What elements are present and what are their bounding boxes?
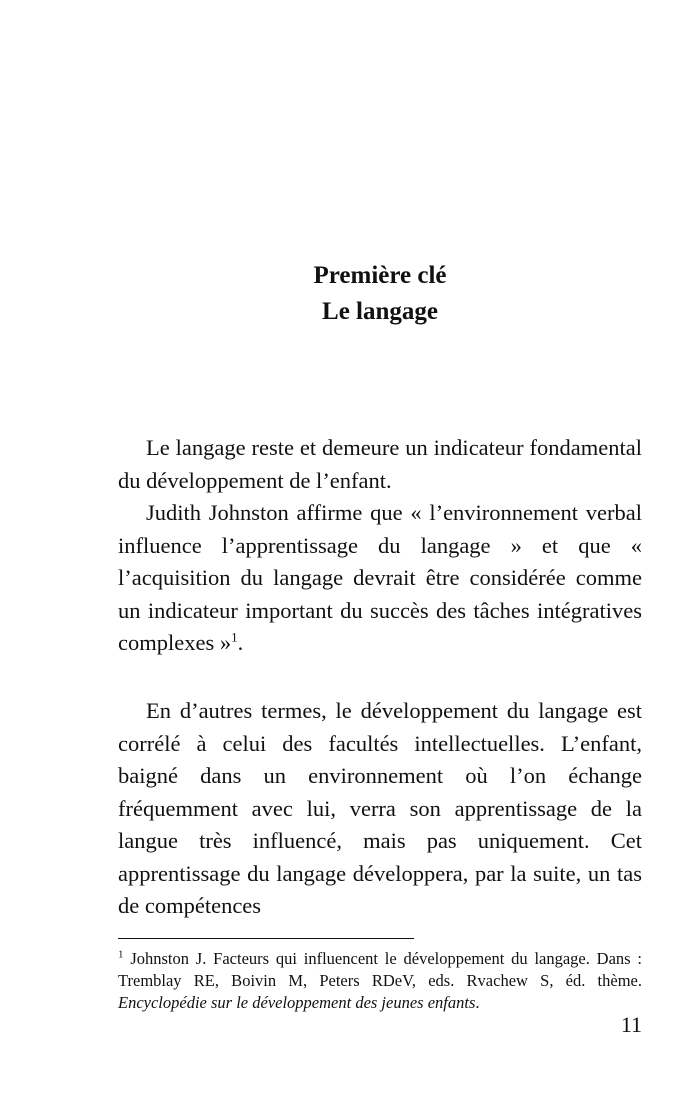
footnote-book-title: Encyclopédie sur le développement des jeunes enfants [118,993,476,1012]
chapter-heading [0,258,700,330]
footnote [118,948,642,1014]
paragraph-1: Le langage reste et demeure un indicateur fondamental du développement de l’enfant. [118,435,642,493]
page-number: 11 [620,1012,642,1037]
footnote-separator [118,938,414,939]
footnote-text: Johnston J. Facteurs qui influencent le développement du langage. Dans : Tremblay RE, Boivin M, Peters RDeV, eds. Rvachew S, éd. thème. [118,949,642,990]
paragraph-3: En d’autres termes, le développement du langage est corrélé à celui des facultés intellectuelles. L’enfant, baigné dans un environnement où l’on échange fréquemment avec lui, verra son apprentissage de la langue très influencé, mais pas uniquement. Cet apprentissage du langage développera, par la suite, un tas de compétences [118,698,642,918]
chapter-title-key: Première clé [313,262,447,289]
text-block-main [118,695,642,923]
text-block-intro [118,432,642,660]
paragraph-2-text: Judith Johnston affirme que « l’environnement verbal influence l’apprentissage du langage » et que « l’acquisition du langage devrait être considérée comme un indicateur important du succès des tâches intégratives complexes » [118,500,642,655]
paragraph-2-end: . [237,630,244,655]
paragraph-2 [118,497,642,660]
chapter-title-topic: Le langage [322,298,438,325]
footnote-number: 1 [118,948,124,961]
footnote-end: . [475,993,480,1012]
footnote-reference[interactable]: 1 [231,629,238,645]
